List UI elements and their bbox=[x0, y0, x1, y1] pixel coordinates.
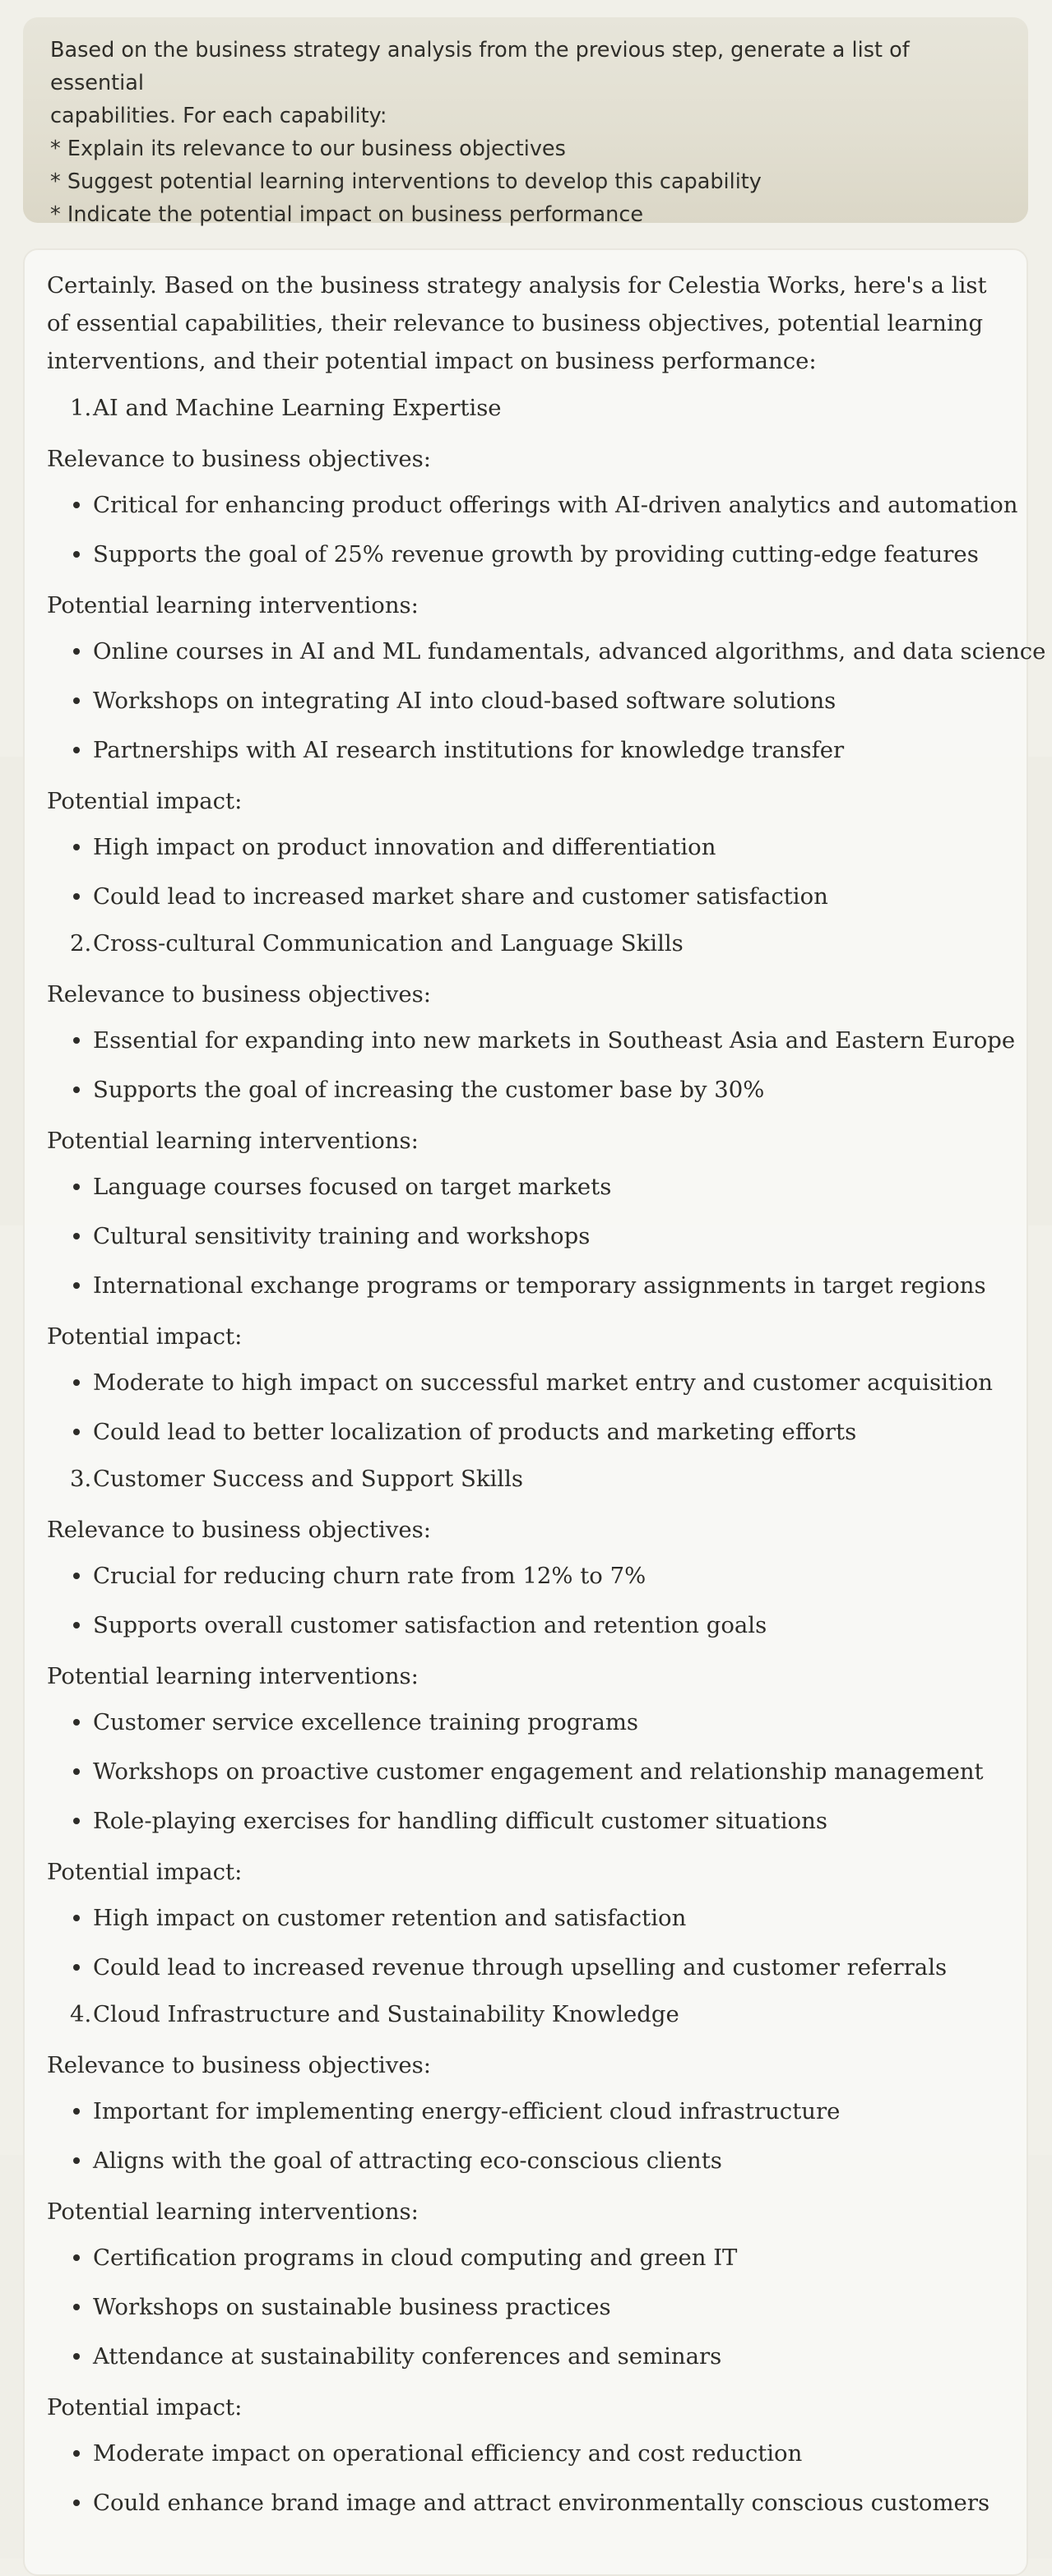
list-item: Language courses focused on target markets bbox=[47, 1168, 1007, 1206]
capability-heading bbox=[47, 1460, 1007, 1498]
list-item: Workshops on proactive customer engagement and relationship management bbox=[47, 1753, 1007, 1791]
list-item: Moderate impact on operational efficiency and cost reduction bbox=[47, 2435, 1007, 2472]
interventions-list bbox=[47, 1703, 1007, 1840]
bullet-icon bbox=[73, 648, 80, 655]
user-message-line: * Indicate the potential impact on business performance bbox=[50, 202, 644, 227]
capability-title: Customer Success and Support Skills bbox=[93, 1466, 524, 1492]
capability-title: Cloud Infrastructure and Sustainability Knowledge bbox=[93, 2001, 679, 2027]
bullet-icon bbox=[73, 2450, 80, 2457]
bullet-icon bbox=[73, 1086, 80, 1093]
bullet-icon bbox=[73, 1622, 80, 1629]
interventions-heading: Potential learning interventions: bbox=[47, 2198, 419, 2225]
capability-heading bbox=[47, 924, 1007, 962]
interventions-list bbox=[47, 632, 1046, 769]
capability-heading bbox=[47, 1995, 1007, 2033]
impact-heading: Potential impact: bbox=[47, 2394, 243, 2421]
impact-heading: Potential impact: bbox=[47, 1859, 243, 1885]
list-item: Critical for enhancing product offerings with AI-driven analytics and automation bbox=[47, 486, 1007, 524]
list-item: Customer service excellence training programs bbox=[47, 1703, 1007, 1741]
capability-number: 2. bbox=[70, 930, 92, 957]
user-message-line: Based on the business strategy analysis from the previous step, generate a list of essential bbox=[50, 38, 910, 95]
list-item: High impact on customer retention and satisfaction bbox=[47, 1899, 1007, 1937]
bullet-icon bbox=[73, 502, 80, 508]
list-item: Certification programs in cloud computing and green IT bbox=[47, 2239, 1007, 2277]
relevance-list bbox=[47, 2092, 1007, 2180]
bullet-icon bbox=[73, 1818, 80, 1824]
interventions-list bbox=[47, 2239, 1007, 2375]
impact-list bbox=[47, 2435, 1007, 2522]
interventions-heading: Potential learning interventions: bbox=[47, 1663, 419, 1689]
relevance-heading: Relevance to business objectives: bbox=[47, 2052, 432, 2078]
capability-number: 3. bbox=[70, 1466, 92, 1492]
list-item: Role-playing exercises for handling difficult customer situations bbox=[47, 1802, 1007, 1840]
bullet-icon bbox=[73, 893, 80, 900]
user-message-line: * Explain its relevance to our business objectives bbox=[50, 137, 566, 161]
list-item: Supports the goal of 25% revenue growth by providing cutting-edge features bbox=[47, 535, 1007, 573]
capability-heading bbox=[47, 389, 1007, 427]
bullet-icon bbox=[73, 2254, 80, 2261]
impact-heading: Potential impact: bbox=[47, 788, 243, 814]
list-item: International exchange programs or temporary assignments in target regions bbox=[47, 1267, 1007, 1304]
list-item: Could enhance brand image and attract environmentally conscious customers bbox=[47, 2484, 1007, 2522]
bullet-icon bbox=[73, 1964, 80, 1971]
bullet-icon bbox=[73, 2500, 80, 2506]
assistant-message bbox=[23, 248, 1046, 2576]
bullet-icon bbox=[73, 2353, 80, 2360]
capability-number: 1. bbox=[70, 395, 92, 421]
impact-list bbox=[47, 1899, 1007, 1986]
list-item: Could lead to increased market share and customer satisfaction bbox=[47, 878, 1007, 915]
user-message-line: capabilities. For each capability: bbox=[50, 104, 387, 128]
list-item: Could lead to better localization of products and marketing efforts bbox=[47, 1413, 1007, 1451]
list-item: Moderate to high impact on successful market entry and customer acquisition bbox=[47, 1364, 1007, 1402]
list-item: Supports the goal of increasing the customer base by 30% bbox=[47, 1071, 1007, 1109]
capability-title: Cross-cultural Communication and Language Skills bbox=[93, 930, 684, 957]
relevance-list bbox=[47, 1022, 1016, 1109]
bullet-icon bbox=[73, 747, 80, 753]
bullet-icon bbox=[73, 2157, 80, 2164]
bullet-icon bbox=[73, 844, 80, 850]
bullet-icon bbox=[73, 1037, 80, 1044]
list-item: Cultural sensitivity training and workshops bbox=[47, 1217, 1007, 1255]
list-item: Important for implementing energy-efficient cloud infrastructure bbox=[47, 2092, 1007, 2130]
bullet-icon bbox=[73, 2108, 80, 2115]
list-item: Essential for expanding into new markets in Southeast Asia and Eastern Europe bbox=[47, 1022, 1007, 1059]
capability-title: AI and Machine Learning Expertise bbox=[93, 395, 502, 421]
relevance-heading: Relevance to business objectives: bbox=[47, 1517, 432, 1543]
bullet-icon bbox=[73, 1915, 80, 1921]
assistant-intro: Certainly. Based on the business strategy analysis for Celestia Works, here's a list of essential capabilities, their relevance to business objectives, potential learning interventions, and their potential impact on business performance: bbox=[47, 272, 987, 374]
bullet-icon bbox=[73, 1184, 80, 1190]
relevance-heading: Relevance to business objectives: bbox=[47, 446, 432, 472]
list-item: Crucial for reducing churn rate from 12% to 7% bbox=[47, 1557, 1007, 1595]
bullet-icon bbox=[73, 1282, 80, 1289]
list-item: Online courses in AI and ML fundamentals, advanced algorithms, and data science bbox=[47, 632, 1007, 670]
relevance-list bbox=[47, 1557, 1007, 1644]
list-item: Workshops on integrating AI into cloud-based software solutions bbox=[47, 682, 1007, 720]
impact-heading: Potential impact: bbox=[47, 1323, 243, 1350]
bullet-icon bbox=[73, 697, 80, 704]
capability-number: 4. bbox=[70, 2001, 92, 2027]
impact-list bbox=[47, 828, 1007, 915]
list-item: Workshops on sustainable business practices bbox=[47, 2288, 1007, 2326]
list-item: Could lead to increased revenue through upselling and customer referrals bbox=[47, 1948, 1007, 1986]
interventions-heading: Potential learning interventions: bbox=[47, 1128, 419, 1154]
bullet-icon bbox=[73, 1429, 80, 1435]
relevance-heading: Relevance to business objectives: bbox=[47, 981, 432, 1008]
bullet-icon bbox=[73, 551, 80, 558]
relevance-list bbox=[47, 486, 1018, 573]
list-item: Supports overall customer satisfaction and retention goals bbox=[47, 1606, 1007, 1644]
bullet-icon bbox=[73, 1768, 80, 1775]
bullet-icon bbox=[73, 1379, 80, 1386]
list-item: High impact on product innovation and differentiation bbox=[47, 828, 1007, 866]
list-item: Aligns with the goal of attracting eco-conscious clients bbox=[47, 2142, 1007, 2180]
bullet-icon bbox=[73, 1573, 80, 1579]
bullet-icon bbox=[73, 1233, 80, 1239]
user-message bbox=[23, 17, 1028, 227]
impact-list bbox=[47, 1364, 1007, 1451]
list-item: Partnerships with AI research institutions for knowledge transfer bbox=[47, 731, 1007, 769]
user-message-line: * Suggest potential learning interventions to develop this capability bbox=[50, 169, 762, 194]
interventions-heading: Potential learning interventions: bbox=[47, 592, 419, 619]
list-item: Attendance at sustainability conferences and seminars bbox=[47, 2337, 1007, 2375]
interventions-list bbox=[47, 1168, 1007, 1304]
bullet-icon bbox=[73, 1719, 80, 1726]
bullet-icon bbox=[73, 2304, 80, 2310]
